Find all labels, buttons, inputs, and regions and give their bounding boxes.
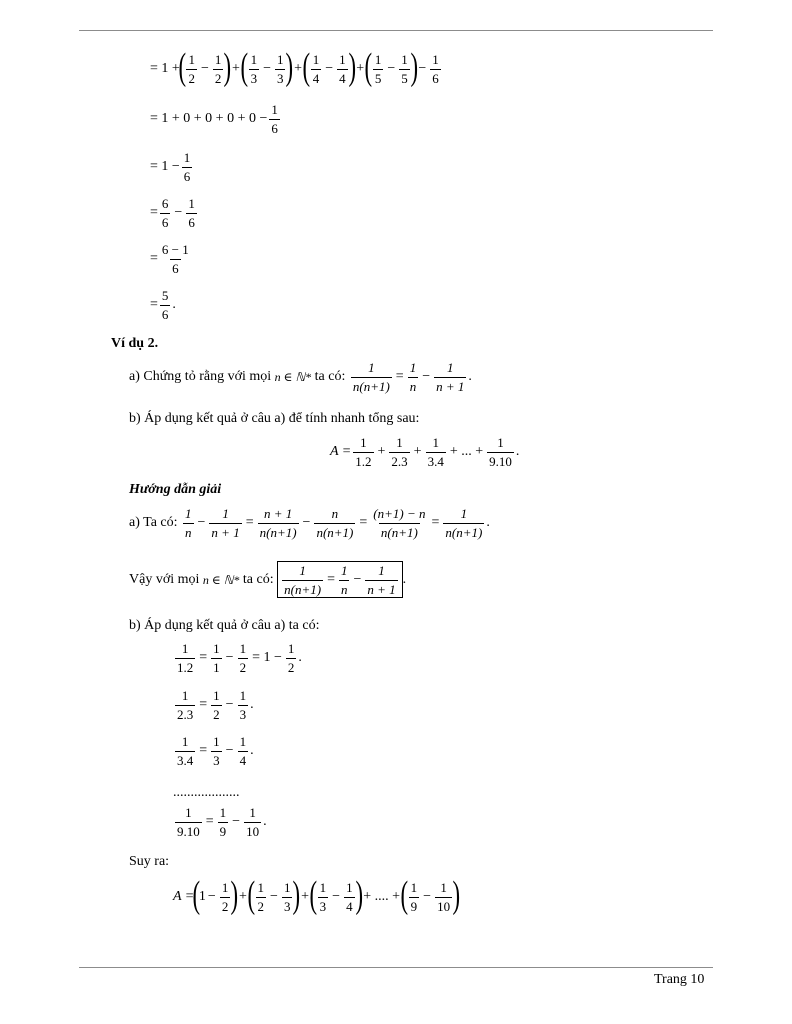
fraction: $\frac{1}{3}$ xyxy=(276,51,284,86)
fraction: $\frac{1}{n}$ xyxy=(340,563,348,597)
fraction: $\frac{n}{n(n+1)}$ xyxy=(316,506,354,540)
boxed-identity: $\frac{1}{n(n+1)}$ = $\frac{1}{n}$ − $\frac{1}{n + 1}$ xyxy=(277,561,403,598)
fraction: $\frac{5}{6}$ xyxy=(161,288,169,322)
fraction: $\frac{1}{3}$ xyxy=(213,734,220,768)
fraction: $\frac{1}{9}$ xyxy=(219,805,227,839)
fraction: $\frac{1}{3}$ xyxy=(239,688,247,722)
fraction: $\frac{1}{2}$ xyxy=(214,51,222,86)
solution-b-intro: b) Áp dụng kết quả ở câu a) ta có: xyxy=(129,618,320,633)
fraction: $\frac{1}{2}$ xyxy=(188,51,195,86)
fraction: $\frac{1}{2.3}$ xyxy=(391,435,408,469)
fraction: $\frac{1}{2}$ xyxy=(239,641,247,675)
fraction: $\frac{6 - 1}{6}$ xyxy=(161,242,189,276)
page-number: Trang 10 xyxy=(654,972,705,987)
solution-a: a) Ta có: $\frac{1}{n}$ − $\frac{1}{n + 1}$ = $\frac{n + 1}{n(n+1)}$ − $\frac{n}{n(n+1)}$ = $\frac{(n+1) - n}{n(n+1)}$ = $\frac{1}{n(n+1)}$ . xyxy=(129,506,490,540)
fraction: $\frac{1}{4}$ xyxy=(346,879,353,914)
fraction: $\frac{1}{1.2}$ xyxy=(177,641,194,675)
fraction: $\frac{1}{9}$ xyxy=(410,879,418,914)
fraction: $\frac{1}{6}$ xyxy=(271,102,278,136)
fraction: $\frac{n + 1}{n(n+1)}$ xyxy=(259,506,297,540)
b-line-3: $\frac{1}{3.4}$ = $\frac{1}{3}$ − $\frac{1}{4}$ . xyxy=(177,734,254,768)
calc-line-6: = $\frac{5}{6}$ . xyxy=(150,288,176,322)
fraction: $\frac{1}{10}$ xyxy=(246,805,260,839)
fraction: $\frac{1}{2}$ xyxy=(213,688,220,722)
header-rule xyxy=(79,30,713,31)
fraction: $\frac{1}{4}$ xyxy=(239,734,247,768)
fraction: $\frac{1}{10}$ xyxy=(437,879,451,914)
fraction: $\frac{1}{3}$ xyxy=(250,51,258,86)
fraction: $\frac{1}{2}$ xyxy=(287,641,295,675)
fraction: $\frac{1}{6}$ xyxy=(432,51,439,86)
fraction: $\frac{1}{n(n+1)}$ xyxy=(445,506,483,540)
fraction: $\frac{1}{5}$ xyxy=(374,51,382,86)
calc-line-4: = $\frac{6}{6}$ − $\frac{1}{6}$ xyxy=(150,196,195,230)
fraction: $\frac{1}{5}$ xyxy=(401,51,408,86)
fraction: $\frac{1}{n + 1}$ xyxy=(436,360,465,394)
calc-line-1: = 1 + ( $\frac{1}{2}$ − $\frac{1}{2}$ ) + ( $\frac{1}{3}$ − $\frac{1}{3}$ ) + ( $\frac{1}{4}$ − $\frac{1}{4}$ ) + ( $\frac{1}{5}$ − $\frac{1}{5}$ ) − $\frac{1}{6}$ xyxy=(150,46,439,88)
fraction: $\frac{1}{3.4}$ xyxy=(177,734,194,768)
fraction: $\frac{6}{6}$ xyxy=(161,196,169,230)
fraction: $\frac{1}{3}$ xyxy=(319,879,327,914)
fraction: $\frac{1}{n}$ xyxy=(185,506,192,540)
natural-set: n ∈ ℕ* xyxy=(202,572,240,587)
fraction: $\frac{1}{6}$ xyxy=(188,196,195,230)
calc-line-5: = $\frac{6 - 1}{6}$ xyxy=(150,242,189,276)
fraction: $\frac{1}{9.10}$ xyxy=(489,435,512,469)
fraction: $\frac{1}{1.2}$ xyxy=(355,435,372,469)
final-A: A = ( 1 − $\frac{1}{2}$ ) + ( $\frac{1}{2}$ − $\frac{1}{3}$ ) + ( $\frac{1}{3}$ − $\frac{1}{4}$ ) + .... + ( $\frac{1}{9}$ − $\frac{1}{10}$ ) xyxy=(173,874,461,916)
fraction: $\frac{1}{6}$ xyxy=(183,150,191,184)
fraction: $\frac{1}{n + 1}$ xyxy=(211,506,240,540)
fraction: $\frac{1}{1}$ xyxy=(213,641,220,675)
fraction: $\frac{(n+1) - n}{n(n+1)}$ xyxy=(373,506,426,540)
solution-conclusion: Vậy với mọi n ∈ ℕ* ta có: $\frac{1}{n(n+1)}$ = $\frac{1}{n}$ − $\frac{1}{n + 1}$ . xyxy=(129,563,407,597)
b-line-2: $\frac{1}{2.3}$ = $\frac{1}{2}$ − $\frac{1}{3}$ . xyxy=(177,688,254,722)
dots-line: ................... xyxy=(173,785,240,800)
fraction: $\frac{1}{2.3}$ xyxy=(177,688,194,722)
fraction: $\frac{1}{2}$ xyxy=(257,879,265,914)
solution-heading: Hướng dẫn giải xyxy=(129,482,222,497)
b-line-1: $\frac{1}{1.2}$ = $\frac{1}{1}$ − $\frac{1}{2}$ = 1 − $\frac{1}{2}$ . xyxy=(177,641,302,675)
example-heading: Ví dụ 2. xyxy=(111,336,159,351)
fraction: $\frac{1}{n + 1}$ xyxy=(367,563,396,597)
calc-start: = 1 + xyxy=(150,61,180,76)
fraction: $\frac{1}{n(n+1)}$ xyxy=(352,360,390,394)
calc-line-3: = 1 − $\frac{1}{6}$ xyxy=(150,150,191,184)
footer-rule xyxy=(79,967,713,968)
fraction: $\frac{1}{9.10}$ xyxy=(177,805,200,839)
example-part-a: a) Chứng tỏ rằng với mọi n ∈ ℕ* ta có: $\frac{1}{n(n+1)}$ = $\frac{1}{n}$ − $\frac{1}{n + 1}$ . xyxy=(129,360,472,394)
fraction: $\frac{1}{3.4}$ xyxy=(427,435,444,469)
natural-set: n ∈ ℕ* xyxy=(274,370,312,385)
fraction: $\frac{1}{4}$ xyxy=(312,51,320,86)
fraction: $\frac{1}{n}$ xyxy=(409,360,417,394)
example-part-b: b) Áp dụng kết quả ở câu a) để tính nhanh tổng sau: xyxy=(129,411,420,426)
suy-ra: Suy ra: xyxy=(129,854,170,869)
fraction: $\frac{1}{n(n+1)}$ xyxy=(284,563,322,597)
b-line-last: $\frac{1}{9.10}$ = $\frac{1}{9}$ − $\frac{1}{10}$ . xyxy=(177,805,267,839)
fraction: $\frac{1}{3}$ xyxy=(283,879,291,914)
sum-A: A = $\frac{1}{1.2}$ + $\frac{1}{2.3}$ + $\frac{1}{3.4}$ + ... + $\frac{1}{9.10}$ . xyxy=(330,435,520,469)
calc-line-2: = 1 + 0 + 0 + 0 + 0 − $\frac{1}{6}$ xyxy=(150,102,278,136)
fraction: $\frac{1}{4}$ xyxy=(339,51,346,86)
fraction: $\frac{1}{2}$ xyxy=(221,879,229,914)
